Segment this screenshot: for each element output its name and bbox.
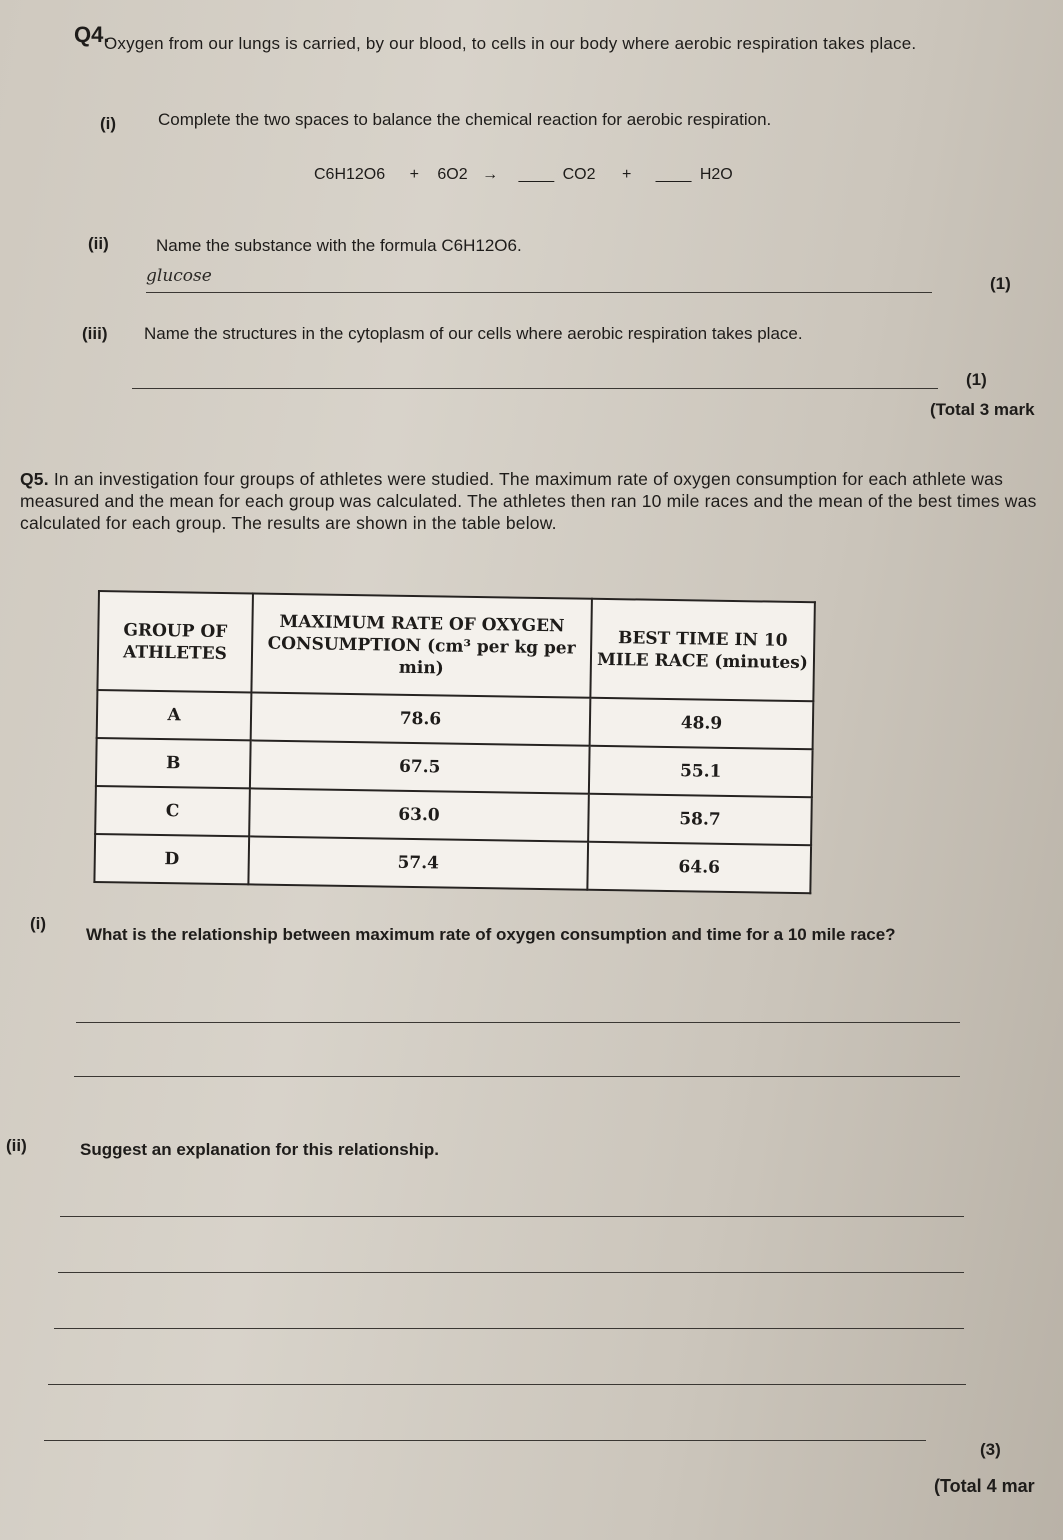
cell-group: D — [94, 834, 249, 884]
q5-intro: In an investigation four groups of athletes were studied. The maximum rate of oxygen consumption for each athlete was measured and the mean for each group was calculated. The athletes then ran 10 mile races and the mean of the best times was calculated for each group. The results are shown in the table below. — [20, 469, 1037, 533]
q5-part-i-answer-line-1[interactable] — [76, 1022, 960, 1023]
q5-part-ii-mark: (3) — [980, 1440, 1001, 1459]
cell-time: 58.7 — [588, 794, 812, 845]
q5-part-ii-answer-line-3[interactable] — [54, 1328, 964, 1329]
header-group: GROUP OF ATHLETES — [97, 591, 253, 692]
header-oxygen-consumption: MAXIMUM RATE OF OXYGEN CONSUMPTION (cm³ per kg per min) — [251, 593, 592, 697]
equation-arrow: → — [482, 166, 499, 183]
cell-time: 48.9 — [590, 698, 814, 749]
cell-group: A — [97, 690, 252, 740]
q4-part-i-number: (i) — [100, 114, 117, 133]
equation-plus-2: + — [621, 166, 632, 183]
cell-oxygen: 78.6 — [251, 692, 591, 745]
equation-reactant-oxygen: 6O2 — [437, 166, 468, 183]
q4-part-i-text: Complete the two spaces to balance the chemical reaction for aerobic respiration. — [158, 110, 772, 129]
q5-part-i-answer-line-2[interactable] — [74, 1076, 960, 1077]
equation-blank-h2o[interactable]: ____ — [655, 166, 692, 183]
q4-part-iii-answer-line[interactable] — [132, 388, 938, 389]
equation-reactant-glucose: C6H12O6 — [314, 166, 386, 183]
q4-part-iii-text: Name the structures in the cytoplasm of our cells where aerobic respiration takes place. — [144, 324, 803, 343]
q4-part-ii-number: (ii) — [88, 234, 109, 253]
q5-part-ii-answer-line-4[interactable] — [48, 1384, 966, 1385]
equation-plus-1: + — [409, 166, 419, 183]
q5-part-ii-answer-line-1[interactable] — [60, 1216, 964, 1217]
q4-part-iii-number: (iii) — [82, 324, 108, 343]
table-header-row — [97, 591, 814, 701]
equation-product-co2: CO2 — [562, 166, 596, 183]
q4-intro: Oxygen from our lungs is carried, by our blood, to cells in our body where aerobic respiration takes place. — [104, 34, 917, 53]
cell-time: 55.1 — [589, 746, 813, 797]
cell-oxygen: 63.0 — [249, 788, 589, 841]
q5-part-ii-number: (ii) — [6, 1136, 27, 1155]
equation — [314, 166, 733, 184]
q5-part-ii-answer-line-2[interactable] — [58, 1272, 964, 1273]
cell-group: C — [95, 786, 250, 836]
q4-title: Q4. — [74, 22, 110, 47]
q5-label: Q5. — [20, 469, 49, 489]
q5-part-ii-answer-line-5[interactable] — [44, 1440, 926, 1441]
q5-total: (Total 4 mar — [934, 1476, 1035, 1496]
q4-part-ii-answer-line[interactable] — [146, 292, 932, 293]
q5-part-i-text: What is the relationship between maximum rate of oxygen consumption and time for a 10 mile race? — [86, 925, 896, 944]
q4-total: (Total 3 mark — [930, 400, 1035, 419]
header-best-time: BEST TIME IN 10 MILE RACE (minutes) — [590, 599, 815, 701]
cell-group: B — [96, 738, 251, 788]
q5-intro-block — [20, 468, 1060, 534]
q5-part-ii-text: Suggest an explanation for this relationship. — [80, 1140, 439, 1159]
cell-oxygen: 67.5 — [250, 740, 590, 793]
results-table — [93, 590, 816, 894]
q4-part-ii-text: Name the substance with the formula C6H12O6. — [156, 236, 522, 255]
q4-part-ii-mark: (1) — [990, 274, 1011, 293]
q4-part-iii-mark: (1) — [966, 370, 987, 389]
cell-oxygen: 57.4 — [248, 836, 588, 889]
equation-product-h2o: H2O — [699, 166, 733, 183]
cell-time: 64.6 — [587, 842, 811, 893]
table-row — [94, 834, 811, 893]
q4-part-ii-handwritten-answer: glucose — [146, 266, 212, 286]
equation-blank-co2[interactable]: ____ — [518, 166, 555, 183]
q5-part-i-number: (i) — [30, 914, 47, 933]
